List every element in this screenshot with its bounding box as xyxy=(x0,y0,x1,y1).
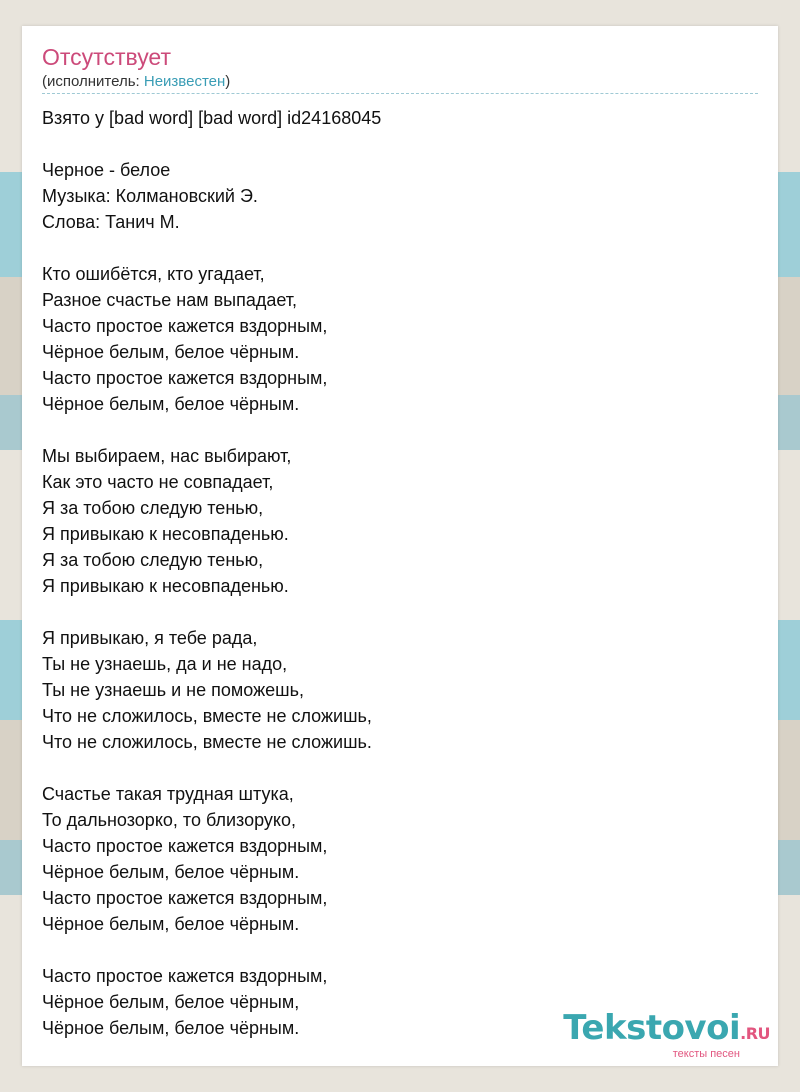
artist-prefix: (исполнитель: xyxy=(42,73,144,90)
lyric-line: Как это часто не совпадает, xyxy=(42,472,274,492)
lyric-line: Счастье такая трудная штука, xyxy=(42,784,294,804)
lyric-line: Разное счастье нам выпадает, xyxy=(42,290,298,310)
lyric-line: То дальнозорко, то близоруко, xyxy=(42,810,296,830)
lyric-line: Я привыкаю к несовпаденью. xyxy=(42,576,289,596)
lyric-line: Ты не узнаешь и не поможешь, xyxy=(42,680,304,700)
lyric-blank-line xyxy=(42,131,381,157)
lyrics-card xyxy=(22,26,778,1066)
lyric-line: Я привыкаю к несовпаденью. xyxy=(42,524,289,544)
song-title: Отсутствует xyxy=(42,44,171,70)
site-logo[interactable] xyxy=(563,1010,770,1060)
lyric-line: Взято у [bad word] [bad word] id24168045 xyxy=(42,108,382,128)
lyric-line: Часто простое кажется вздорным, xyxy=(42,888,328,908)
lyric-line: Что не сложилось, вместе не сложишь. xyxy=(42,732,372,752)
lyric-line: Чёрное белым, белое чёрным. xyxy=(42,862,300,882)
lyric-blank-line xyxy=(42,755,381,781)
lyric-blank-line xyxy=(42,937,381,963)
lyric-blank-line xyxy=(42,235,381,261)
lyric-line: Ты не узнаешь, да и не надо, xyxy=(42,654,288,674)
lyric-line: Кто ошибётся, кто угадает, xyxy=(42,264,265,284)
lyric-line: Черное - белое xyxy=(42,160,171,180)
lyric-line: Чёрное белым, белое чёрным. xyxy=(42,394,300,414)
lyric-line: Музыка: Колмановский Э. xyxy=(42,186,258,206)
lyric-line: Чёрное белым, белое чёрным. xyxy=(42,1018,300,1038)
lyric-line: Чёрное белым, белое чёрным, xyxy=(42,992,300,1012)
lyric-line: Что не сложилось, вместе не сложишь, xyxy=(42,706,372,726)
logo-wordmark: Tekstovoi xyxy=(563,1008,741,1048)
lyric-line: Мы выбираем, нас выбирают, xyxy=(42,446,292,466)
artist-link[interactable]: Неизвестен xyxy=(143,73,226,90)
lyric-blank-line xyxy=(42,599,381,625)
logo-tld: .RU xyxy=(740,1024,770,1043)
lyric-line: Я за тобою следую тенью, xyxy=(42,498,264,518)
divider xyxy=(42,93,758,94)
lyric-line: Чёрное белым, белое чёрным. xyxy=(42,342,300,362)
lyric-line: Слова: Танич М. xyxy=(42,212,180,232)
lyric-line: Часто простое кажется вздорным, xyxy=(42,368,328,388)
lyric-line: Часто простое кажется вздорным, xyxy=(42,966,328,986)
lyric-line: Часто простое кажется вздорным, xyxy=(42,316,328,336)
lyric-line: Чёрное белым, белое чёрным. xyxy=(42,914,300,934)
lyric-blank-line xyxy=(42,417,381,443)
lyrics-text xyxy=(42,105,381,1041)
artist-suffix: ) xyxy=(225,73,231,90)
lyric-line: Я за тобою следую тенью, xyxy=(42,550,264,570)
lyric-line: Часто простое кажется вздорным, xyxy=(42,836,328,856)
logo-tagline: тексты песен xyxy=(672,1048,740,1060)
artist-line xyxy=(42,73,230,91)
lyric-line: Я привыкаю, я тебе рада, xyxy=(42,628,258,648)
